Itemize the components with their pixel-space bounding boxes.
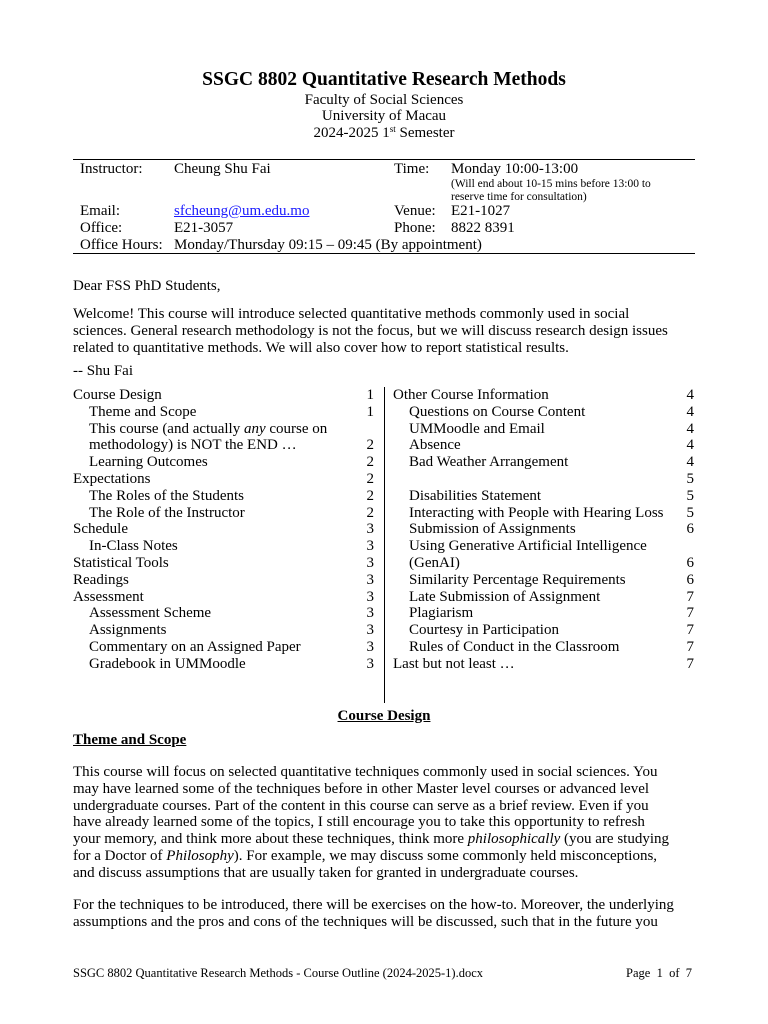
toc-page-number: 7 bbox=[686, 622, 694, 639]
office-hours-label: Office Hours: bbox=[80, 237, 163, 253]
toc-entry-text: Bad Weather Arrangement bbox=[409, 454, 569, 471]
toc-left-entry[interactable] bbox=[89, 421, 327, 438]
toc-page-number: 1 bbox=[366, 403, 374, 420]
toc-left-entry[interactable] bbox=[89, 605, 211, 622]
toc-entry-text: Readings bbox=[73, 571, 129, 588]
toc-left-entry[interactable] bbox=[89, 622, 167, 639]
toc-left-entry[interactable] bbox=[89, 656, 246, 673]
toc-page-number: 2 bbox=[366, 504, 374, 521]
line-text: (you are studying bbox=[560, 831, 670, 848]
toc-entry-text: Using Generative Artificial Intelligence bbox=[409, 538, 647, 555]
toc-right-entry[interactable] bbox=[409, 555, 460, 572]
line-emphasis: Philosophy bbox=[166, 848, 234, 864]
toc-left-entry[interactable] bbox=[89, 454, 208, 471]
toc-right-entry[interactable] bbox=[409, 505, 664, 522]
toc-right-entry[interactable] bbox=[393, 656, 515, 673]
toc-page-number: 3 bbox=[366, 555, 374, 571]
toc-entry-text: Commentary on an Assigned Paper bbox=[89, 639, 301, 655]
toc-page-number: 5 bbox=[686, 487, 694, 504]
toc-entry-text: Gradebook in UMMoodle bbox=[89, 655, 246, 672]
toc-entry-text: Theme and Scope bbox=[89, 403, 197, 420]
section-heading: Course Design bbox=[337, 708, 431, 724]
toc-right-entry[interactable] bbox=[409, 572, 626, 589]
line-text: and discuss assumptions that are usually taken for granted in undergraduate courses. bbox=[73, 864, 579, 881]
signature: -- Shu Fai bbox=[73, 363, 133, 379]
toc-entry-text: Courtesy in Participation bbox=[409, 622, 559, 639]
toc-page-number: 5 bbox=[686, 504, 694, 521]
semester: 2024-2025 1st Semester bbox=[313, 124, 455, 141]
toc-entry-text: Questions on Course Content bbox=[409, 403, 586, 420]
toc-page-number: 4 bbox=[686, 420, 694, 437]
toc-page-number: 3 bbox=[366, 538, 374, 555]
toc-left-entry[interactable] bbox=[89, 437, 297, 454]
toc-page-number: 3 bbox=[366, 521, 374, 538]
toc-entry-text: Interacting with People with Hearing Loss bbox=[409, 504, 664, 521]
line-text: This course will focus on selected quantitative techniques commonly used in social sciences. You bbox=[73, 764, 658, 780]
line-text: your memory, and think more about these techniques, think more bbox=[73, 831, 468, 848]
toc-entry-text: This course (and actually bbox=[89, 420, 244, 437]
toc-page-number: 7 bbox=[686, 639, 694, 655]
welcome-line-1: Welcome! This course will introduce selected quantitative methods commonly used in social bbox=[73, 306, 630, 322]
line-text: may have learned some of the techniques before in other Master level courses or advanced level bbox=[73, 780, 650, 797]
toc-page-number: 6 bbox=[686, 555, 694, 571]
toc-left-entry[interactable] bbox=[89, 538, 178, 555]
time-note-2: reserve time for consultation) bbox=[451, 191, 587, 203]
toc-right-entry[interactable] bbox=[409, 639, 619, 656]
toc-entry-text: Similarity Percentage Requirements bbox=[409, 571, 626, 588]
toc-entry-text: Other Course Information bbox=[393, 387, 549, 403]
paragraph-line bbox=[73, 831, 669, 848]
footer-doc-name: SSGC 8802 Quantitative Research Methods - Course Outline (2024-2025-1).docx bbox=[73, 966, 484, 980]
toc-page-number: 3 bbox=[366, 588, 374, 605]
paragraph-line bbox=[73, 781, 649, 798]
toc-entry-text: Learning Outcomes bbox=[89, 454, 208, 471]
toc-entry-text: Absence bbox=[409, 437, 461, 454]
toc-entry-text: Assessment bbox=[73, 588, 144, 605]
greeting: Dear FSS PhD Students, bbox=[73, 278, 221, 294]
toc-page-number: 2 bbox=[366, 471, 374, 487]
toc-entry-text: The Role of the Instructor bbox=[89, 504, 245, 521]
toc-page-number: 4 bbox=[686, 437, 694, 454]
toc-right-entry[interactable] bbox=[409, 454, 568, 471]
email-link[interactable]: sfcheung@um.edu.mo bbox=[174, 203, 310, 219]
toc-left-entry[interactable] bbox=[73, 387, 162, 404]
paragraph-line: assumptions and the pros and cons of the techniques will be discussed, such that in the future you bbox=[73, 913, 658, 930]
toc-page-number: 3 bbox=[366, 571, 374, 588]
toc-page-number: 2 bbox=[366, 454, 374, 471]
instructor-value: Cheung Shu Fai bbox=[174, 161, 271, 177]
phone-label: Phone: bbox=[394, 220, 436, 236]
instructor-label: Instructor: bbox=[80, 161, 143, 177]
toc-page-number: 2 bbox=[366, 437, 374, 454]
toc-entry-text: Assignments bbox=[89, 622, 167, 639]
toc-entry-text: Statistical Tools bbox=[73, 555, 169, 571]
toc-right-entry[interactable] bbox=[409, 622, 559, 639]
paragraph-line bbox=[73, 814, 645, 831]
toc-page-number: 4 bbox=[686, 387, 694, 403]
toc-entry-text: Rules of Conduct in the Classroom bbox=[409, 639, 620, 655]
toc-right-entry[interactable] bbox=[409, 421, 545, 438]
line-emphasis: philosophically bbox=[467, 831, 561, 848]
line-text: for a Doctor of bbox=[73, 848, 167, 864]
course-title: SSGC 8802 Quantitative Research Methods bbox=[202, 69, 566, 90]
toc-right-entry[interactable] bbox=[409, 605, 473, 622]
toc-entry-text: Assessment Scheme bbox=[89, 605, 212, 622]
toc-right-entry[interactable] bbox=[409, 521, 576, 538]
toc-entry-text: UMMoodle and Email bbox=[409, 420, 545, 437]
toc-page-number: 3 bbox=[366, 622, 374, 639]
venue-label: Venue: bbox=[394, 203, 436, 219]
toc-entry-text: In-Class Notes bbox=[89, 538, 178, 555]
toc-right-entry[interactable] bbox=[409, 589, 600, 606]
toc-entry-emphasis: any bbox=[243, 420, 266, 437]
toc-right-entry[interactable] bbox=[409, 488, 541, 505]
toc-page-number: 4 bbox=[686, 454, 694, 471]
toc-divider bbox=[384, 387, 385, 703]
toc-entry-text: Submission of Assignments bbox=[409, 521, 576, 538]
toc-page-number: 3 bbox=[366, 639, 374, 655]
toc-page-number: 6 bbox=[686, 521, 694, 538]
toc-page-number: 6 bbox=[686, 571, 694, 588]
time-value: Monday 10:00-13:00 bbox=[451, 161, 579, 177]
line-text: undergraduate courses. Part of the content in this course can serve as a brief review. Even if you bbox=[73, 797, 649, 814]
time-note-1: (Will end about 10-15 mins before 13:00 to bbox=[451, 178, 651, 190]
toc-entry-text: Late Submission of Assignment bbox=[409, 588, 601, 605]
toc-page-number: 3 bbox=[366, 605, 374, 622]
paragraph-line bbox=[73, 798, 649, 815]
toc-entry-text: Course Design bbox=[73, 387, 162, 403]
office-label: Office: bbox=[80, 220, 123, 236]
toc-entry-text: methodology) is NOT the END … bbox=[89, 437, 297, 454]
toc-left-entry[interactable] bbox=[89, 488, 244, 505]
toc-entry-text: (GenAI) bbox=[409, 555, 460, 571]
toc-left-entry[interactable] bbox=[73, 589, 144, 606]
toc-right-entry[interactable] bbox=[409, 437, 461, 454]
toc-left-entry[interactable] bbox=[73, 521, 128, 538]
toc-entry-text: Schedule bbox=[73, 521, 128, 538]
toc-page-number: 1 bbox=[366, 387, 374, 403]
paragraph-line bbox=[73, 848, 657, 865]
toc-left-entry[interactable] bbox=[89, 639, 301, 656]
paragraph-line: For the techniques to be introduced, there will be exercises on the how-to. Moreover, the underlying bbox=[73, 897, 674, 913]
office-hours-value: Monday/Thursday 09:15 – 09:45 (By appointment) bbox=[174, 237, 482, 253]
toc-entry-text: Disabilities Statement bbox=[409, 487, 542, 504]
phone-value: 8822 8391 bbox=[451, 220, 515, 236]
toc-right-entry[interactable] bbox=[409, 404, 585, 421]
paragraph-line bbox=[73, 865, 578, 882]
footer-page-number: Page 1 of 7 bbox=[626, 966, 692, 980]
toc-right-entry[interactable] bbox=[393, 387, 549, 404]
toc-entry-text: Plagiarism bbox=[409, 605, 474, 622]
toc-entry-text: Expectations bbox=[73, 471, 151, 487]
toc-left-entry[interactable] bbox=[73, 471, 150, 488]
faculty-name: Faculty of Social Sciences bbox=[304, 92, 464, 108]
info-top-rule bbox=[73, 159, 695, 160]
toc-page-number: 3 bbox=[366, 655, 374, 672]
office-value: E21-3057 bbox=[174, 220, 234, 236]
line-text: have already learned some of the topics, I still encourage you to take this opportunity to refresh bbox=[73, 814, 645, 831]
venue-value: E21-1027 bbox=[451, 203, 511, 219]
welcome-line-3: related to quantitative methods. We will also cover how to report statistical results. bbox=[73, 340, 569, 356]
toc-page-number: 4 bbox=[686, 403, 694, 420]
email-label: Email: bbox=[80, 203, 120, 219]
toc-page-number: 7 bbox=[686, 655, 694, 672]
paragraph-line bbox=[73, 764, 657, 781]
toc-entry-text: course on bbox=[265, 420, 328, 437]
toc-left-entry[interactable] bbox=[73, 572, 129, 589]
toc-left-entry[interactable] bbox=[89, 404, 196, 421]
time-label: Time: bbox=[394, 161, 430, 177]
info-bottom-rule bbox=[73, 253, 695, 254]
toc-page-number: 7 bbox=[686, 605, 694, 622]
toc-right-entry[interactable] bbox=[409, 538, 647, 555]
subsection-heading: Theme and Scope bbox=[73, 732, 187, 748]
university-name: University of Macau bbox=[321, 108, 447, 124]
toc-entry-text: The Roles of the Students bbox=[89, 487, 244, 504]
welcome-line-2: sciences. General research methodology is not the focus, but we will discuss research design issues bbox=[73, 323, 668, 339]
toc-left-entry[interactable] bbox=[89, 505, 245, 522]
line-text: ). For example, we may discuss some commonly held misconceptions, bbox=[233, 848, 658, 864]
toc-entry-text: Last but not least … bbox=[393, 655, 515, 672]
toc-page-number: 5 bbox=[686, 471, 694, 487]
toc-page-number: 7 bbox=[686, 588, 694, 605]
toc-page-number: 2 bbox=[366, 487, 374, 504]
toc-left-entry[interactable] bbox=[73, 555, 169, 572]
